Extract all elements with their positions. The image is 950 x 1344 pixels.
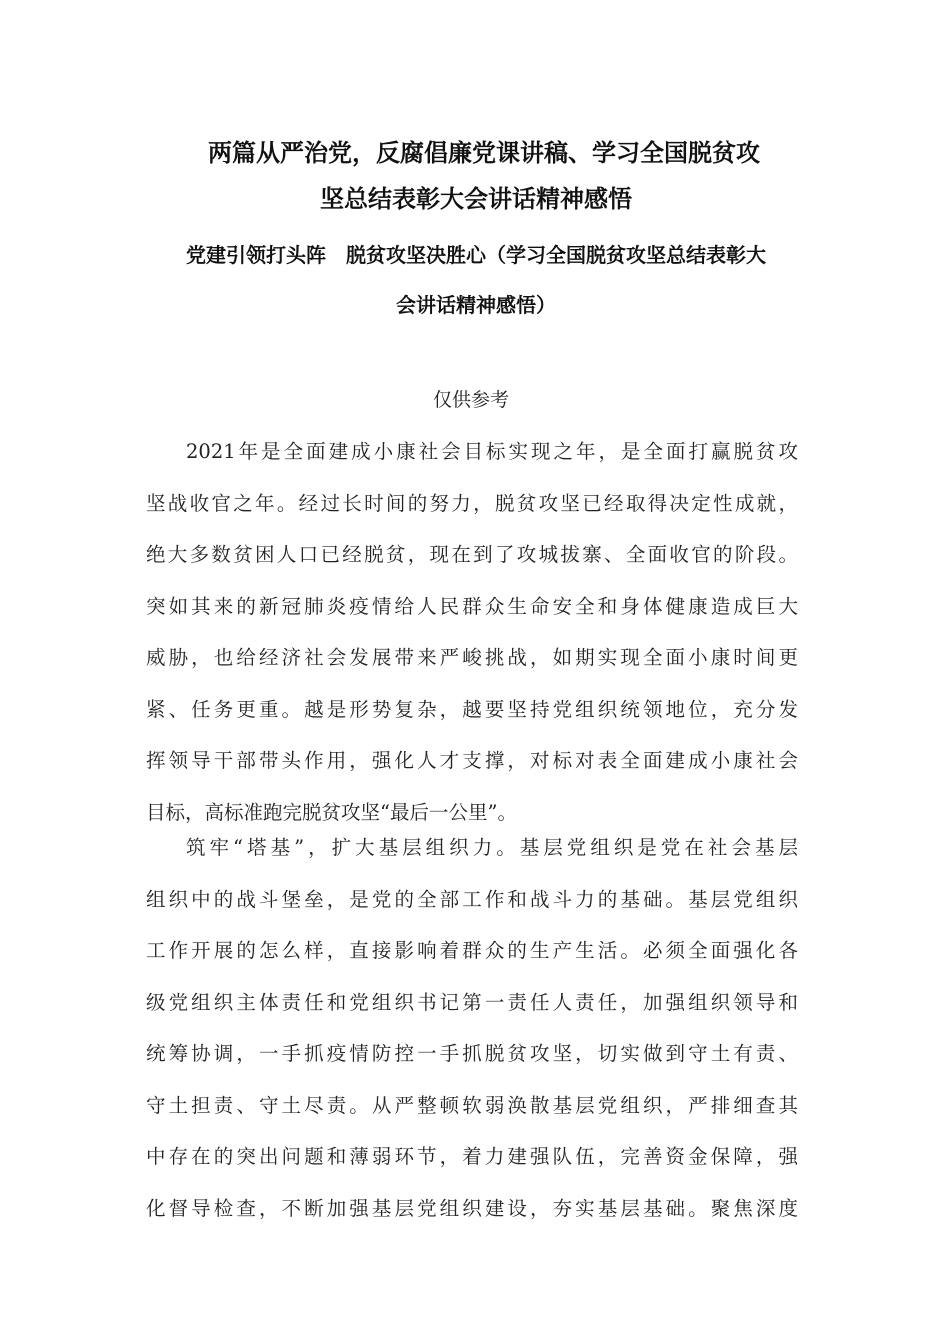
body-paragraph-1	[146, 426, 798, 838]
paragraph-line: 化督导检查，不断加强基层党组织建设，夯实基层基础。聚焦深度	[146, 1196, 798, 1220]
paragraph-line: 绝大多数贫困人口已经脱贫，现在到了攻城拔寨、全面收官的阶段。	[146, 543, 798, 566]
paragraph-line: 威胁，也给经济社会发展带来严峻挑战，如期实现全面小康时间更	[146, 646, 798, 669]
paragraph-line: 突如其来的新冠肺炎疫情给人民群众生命安全和身体健康造成巨大	[146, 594, 798, 618]
document-subtitle-line-1: 党建引领打头阵 脱贫攻坚决胜心（学习全国脱贫攻坚总结表彰大	[186, 243, 766, 267]
document-title-line-2: 坚总结表彰大会讲话精神感悟	[320, 185, 632, 213]
paragraph-line: 工作开展的怎么样，直接影响着群众的生产生活。必须全面强化各	[146, 939, 798, 962]
paragraph	[146, 822, 798, 1234]
document-title-line-1: 两篇从严治党，反腐倡廉党课讲稿、学习全国脱贫攻	[208, 139, 760, 167]
paragraph-line: 紧、任务更重。越是形势复杂，越要坚持党组织统领地位，充分发	[146, 697, 798, 721]
paragraph-line: 目标，高标准跑完脱贫攻坚“最后一公里”。	[146, 800, 517, 824]
paragraph-line: 2021年是全面建成小康社会目标实现之年，是全面打赢脱贫攻	[186, 440, 798, 463]
paragraph-line: 级党组织主体责任和党组织书记第一责任人责任，加强组织领导和	[146, 990, 798, 1014]
document-subtitle-line-2: 会讲话精神感悟）	[396, 293, 556, 317]
paragraph-line: 统筹协调，一手抓疫情防控一手抓脱贫攻坚，切实做到守土有责、	[146, 1042, 798, 1065]
paragraph-line: 坚战收官之年。经过长时间的努力，脱贫攻坚已经取得决定性成就，	[146, 491, 798, 515]
document-subtitle	[146, 230, 806, 330]
paragraph-line: 组织中的战斗堡垒，是党的全部工作和战斗力的基础。基层党组织	[146, 887, 798, 911]
paragraph-line: 守土担责、守土尽责。从严整顿软弱涣散基层党组织，严排细查其	[146, 1093, 798, 1117]
reference-note: 仅供参考	[432, 389, 509, 411]
body-paragraph-2	[146, 822, 798, 1234]
paragraph-line: 中存在的突出问题和薄弱环节，着力建强队伍，完善资金保障，强	[146, 1145, 798, 1168]
document-title	[146, 130, 806, 222]
paragraph-line: 挥领导干部带头作用，强化人才支撑，对标对表全面建成小康社会	[146, 749, 798, 772]
paragraph-line: 筑牢“塔基”，扩大基层组织力。基层党组织是党在社会基层	[186, 836, 798, 859]
paragraph	[146, 426, 798, 838]
